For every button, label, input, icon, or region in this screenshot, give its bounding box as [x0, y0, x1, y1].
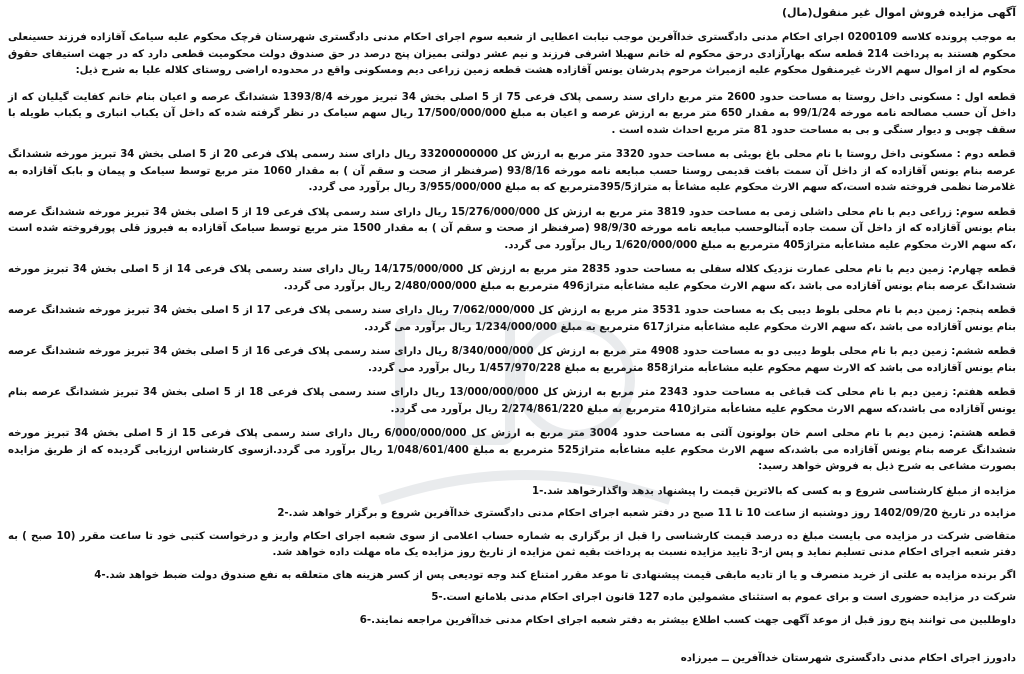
parcel-1: قطعه اول : مسکونی داخل روستا به مساحت حدود 2600 متر مربع دارای سند رسمی پلاک فرعی 75 از 5 اصلی بخش 34 تبریز مورخه 1393/8/4 ششدانگ عرصه و اعیان بنام خانم کفایت گیلیان که از داخل آن حسب مصالحه نامه مورخه 99/1/24 به مقدار 650 متر مربع به ارزش عرصه و اعیان به مبلغ 17/500/000/000 ریال سهم سیامک در نظر گرفته شده که داخل آن یکباب انباری و یکباب طویله با سقف چوبی و دیوار سنگی و بی به مساحت حدود 81 متر مربع احداث شده است . [8, 91, 1017, 136]
condition-3: متقاضی شرکت در مزایده می بایست مبلغ ده درصد قیمت کارشناسی را قبل از برگزاری به شماره حساب اعلامی از سوی شعبه اجرای احکام واریز و درخواست کتبی خود تا ساعت مقرر (10 صبح ) به دفتر شعبه اجرای احکام مدنی تسلیم نماید و پس از-3 تایید مزایده نسبت به پرداخت بقیه ثمن مزایده از تاریخ روز مزایده یک ماه مهلت داده خواهد شد. [8, 530, 1016, 558]
condition-4: اگر برنده مزایده به علتی از خرید منصرف و یا از تادیه مابقی قیمت پیشنهادی تا موعد مقرر امتناع کند وجه تودیعی پس از کسر هزینه های متعلقه به نفع صندوق دولت ضبط خواهد شد.-4 [94, 569, 1016, 581]
condition-5: شرکت در مزایده حضوری است و برای عموم به استثنای مشمولین ماده 127 قانون اجرای احکام مدنی بلامانع است.-5 [431, 592, 1016, 603]
signature-line: دادورز اجرای احکام مدنی دادگستری شهرستان خداآفرین ــ میرزاده [680, 653, 1016, 664]
parcel-5: قطعه پنجم: زمین دیم با نام محلی بلوط دیبی یک به مساحت حدود 3531 متر مربع به ارزش کل 7/062/000/000 ریال دارای سند رسمی پلاک فرعی 17 از 5 اصلی بخش 34 تبریز مورخه ششدانگ عرصه بنام یونس آقازاده می باشد ،که سهم الارث محکوم علیه مشاعأبه متراژ617 مترمربع به مبلغ 1/234/000/000 ریال برآورد می گردد. [8, 305, 1017, 333]
parcel-7: قطعه هفتم: زمین دیم با نام محلی کت قباغی به مساحت حدود 2343 متر مربع به ارزش کل 13/000/000/000 ریال دارای سند رسمی پلاک فرعی 18 از 5 اصلی بخش 34 تبریز ششدانگ عرصه بنام یونس آقازاده می باشد،که سهم الارث محکوم علیه مشاعأبه متراژ410 مترمربع به مبلغ 2/274/861/220 ریال برآورد می گردد. [8, 387, 1016, 415]
condition-6: داوطلبین می توانند پنج روز قبل از موعد آگهی جهت کسب اطلاع بیشتر به دفتر شعبه اجرای احکام مدنی خداآفرین مراجعه نمایند.-6 [359, 614, 1016, 626]
parcel-3: قطعه سوم: زراعی دیم با نام محلی داشلی زمی به مساحت حدود 3819 متر مربع به ارزش کل 15/276/000/000 ریال دارای سند رسمی پلاک فرعی 19 از 5 اصلی بخش 34 تبریز مورخه ششدانگ عرصه بنام یونس آقازاده که از داخل آن سمت جاده آبنالوحسب مبایعه نامه مورخه 98/9/30 (صرفنظر از صحت و سقم آن ) به مقدار 1500 متر مربع توسط سیامک آقازاده به فیروز قلی پورفروخته شده است ،که سهم الارث محکوم علیه مشاعأبه متراژ405 مترمربع به مبلغ 1/620/000/000 ریال برآورد می گردد. [8, 206, 1016, 251]
parcel-8: قطعه هشتم: زمین دیم با نام محلی اسم خان بولونون آلتی به مساحت حدود 3004 متر مربع به ارزش کل 6/000/000/000 ریال دارای سند رسمی پلاک فرعی 15 از 5 اصلی بخش 34 تبریز مورخه ششدانگ عرصه بنام یونس آقازاده می باشد،که سهم الارث محکوم علیه مشاعأبه متراژ525 مترمربع به مبلغ 1/048/601/400 ریال برآورد می گردد.ازسوی کارشناس ارزیابی گردیده که از طریق مزایده بصورت مشاعی به شرح ذیل به فروش خواهد رسید: [8, 428, 1017, 472]
parcel-2: قطعه دوم : مسکونی داخل روستا با نام محلی باغ بویئی به مساحت حدود 3320 متر مربع به ارزش کل 33200000000 ریال دارای سند رسمی پلاک فرعی 20 از 5 اصلی بخش 34 تبریز مورخه ششدانگ عرصه بنام یونس آقازاده که از داخل آن سمت بافت قدیمی روستا حسب مبایعه نامه مورخه 93/8/16 (صرفنظر از صحت و سقم آن ) به مقدار 1060 متر مربع توسط سیامک و پیمان و بابک آقازاده به غلامرضا نظمی فروخته شده است،که سهم الارث محکوم علیه مشاعأ به متراژ395/5مترمربع که به مبلغ 3/955/000/000 ریال برآورد می گردد. [8, 149, 1016, 193]
condition-2: مزایده در تاریخ 1402/09/20 روز دوشنبه از ساعت 10 تا 11 صبح در دفتر شعبه اجرای احکام مدنی دادگستری خداآفرین شروع و برگزار خواهد شد.-2 [277, 508, 1016, 519]
parcel-4: قطعه چهارم: زمین دیم با نام محلی عمارت نزدیک کلاله سفلی به مساحت حدود 2835 متر مربع به ارزش کل 14/175/000/000 ریال دارای سند رسمی پلاک فرعی 14 از 5 اصلی بخش 34 تبریز مورخه ششدانگ عرصه بنام یونس آقازاده می باشد ،که سهم الارث محکوم علیه مشاعأبه متراژ496 مترمربع به مبلغ 2/480/000/000 ریال برآورد می گردد. [8, 264, 1016, 292]
condition-1: مزایده از مبلغ کارشناسی شروع و به کسی که بالاترین قیمت را پیشنهاد بدهد واگذارخواهد شد.-1 [531, 485, 1016, 497]
parcel-6: قطعه ششم: زمین دیم با نام محلی بلوط دیبی دو به مساحت حدود 4908 متر مربع به ارزش کل 8/340/000/000 ریال دارای سند رسمی پلاک فرعی 16 از 5 اصلی بخش 34 تبریز مورخه ششدانگ عرصه بنام یونس آقازاده می باشد که الارث سهم محکوم علیه مشاعأبه متراژ858 مترمربع به مبلغ 1/457/970/228 ریال برآورد می گردد. [8, 346, 1016, 374]
notice-intro: به موجب پرونده کلاسه 0200109 اجرای احکام مدنی دادگستری خداآفرین موجب نیابت اعطایی از شعبه سوم اجرای احکام مدنی دادگستری شهرستان قرچک محکوم علیه سیامک آقازاده فرزند حسینعلی محکوم هستند به پرداخت 214 قطعه سکه بهارآزادی درحق محکوم له خانم سهیلا اشرفی فرزند و نیم عشر دولتی بمیزان پنج درصد در حق صندوق دولت محکومیت قطعی دارد که در جهت استیفای حقوق محکوم له از اموال سهم الارث غیرمنقول محکوم علیه ازمیراث مرحوم پدرشان یونس آقازاده هشت قطعه زمین زراعی دیم ومسکونی واقع در محدوده اراضی روستای کلاله علیا به شرح ذیل: [8, 32, 1016, 76]
notice-title: آگهی مزایده فروش اموال غیر منقول(مال) [781, 6, 1016, 19]
